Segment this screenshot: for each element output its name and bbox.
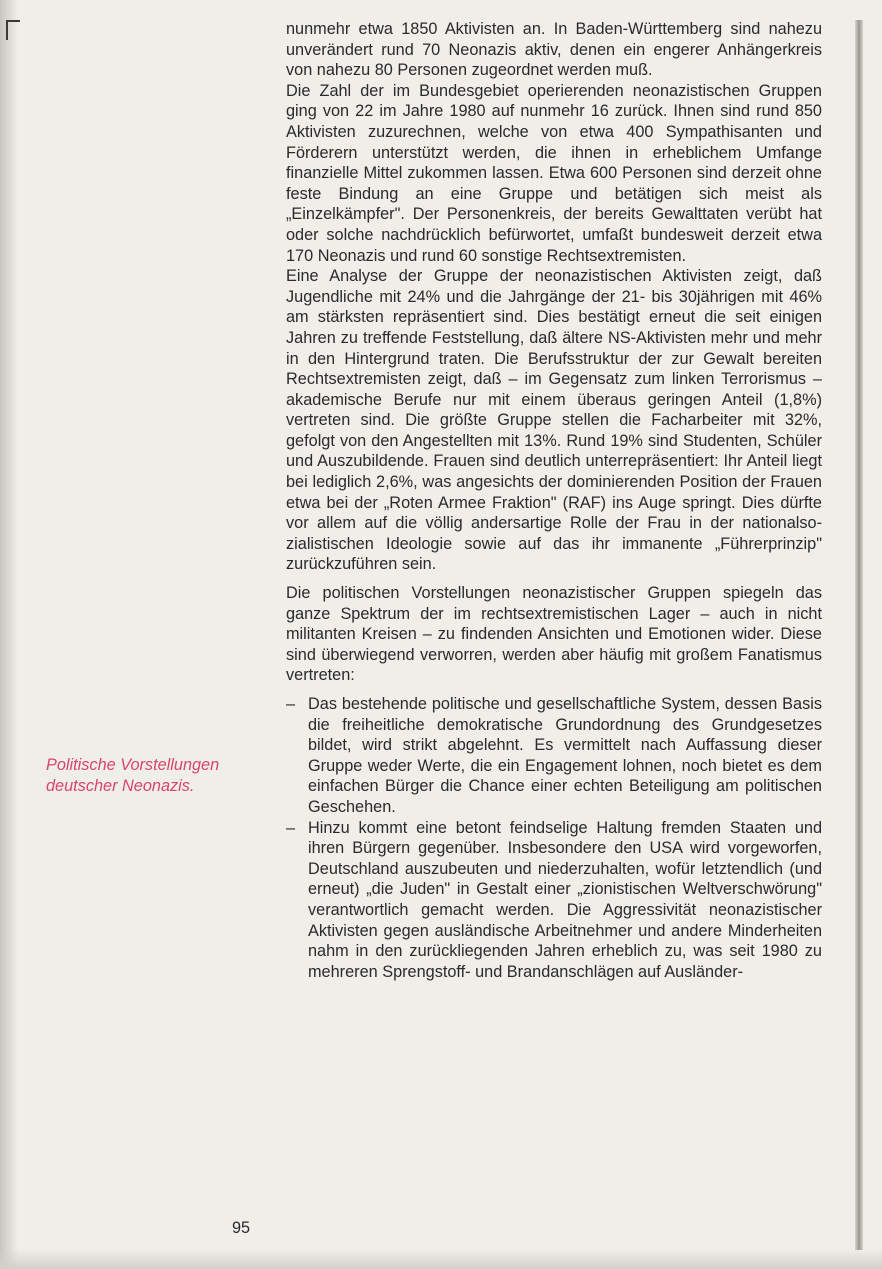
list-item-text: Das bestehende politische und gesellschaftliche System, dessen Basis die freiheitliche demokratische Grundordnung des Grundgesetzes bildet, wird strikt abgelehnt. Es vermittelt nach Auffassung dieser Gruppe weder Werte, die ein Engagement lohnen, noch bietet es dem einfachen Bürger die Chance einer echten Beteiligung am politischen Geschehen. (308, 695, 822, 816)
dash-list (286, 694, 822, 982)
list-item-text: Hinzu kommt eine betont feindselige Haltung fremden Staaten und ihren Bürgern gegenüber. Insbesondere den USA wird vorgeworfen, Deutschland auszubeuten und niederzuhalten, wofür letztendlich (und erneut) „die Juden" in Gestalt einer „zionistischen Weltverschwörung" verantwortlich gemacht werden. Die Aggressivität neonazistischer Aktivisten gegen ausländische Arbeitnehmer und andere Minderheiten nahm in den zurückliegenden Jahren erheblich zu, was seit 1980 zu mehreren Sprengstoff- und Brandanschlägen auf Ausländer- (308, 818, 822, 981)
page-edge-shadow (855, 20, 863, 1250)
dash-marker: – (286, 818, 296, 837)
paragraph-2: Die Zahl der im Bundesgebiet operierenden neonazistischen Gruppen ging von 22 im Jahre 1980 auf nunmehr 16 zurück. Ihnen sind rund 850 Aktivisten zuzurechnen, welche von etwa 400 Sympathisanten und Förderern unterstützt werden, die ihnen in erheblichem Umfange finanzielle Mittel zukommen lassen. Etwa 600 Personen sind derzeit ohne feste Bindung an eine Gruppe und betätigen sich meist als „Einzelkämpfer". Der Personenkreis, der bereits Gewalttaten verübt hat oder solche nachdrücklich befürwortet, umfaßt bundesweit derzeit etwa 170 Neonazis und rund 60 sonstige Rechtsextremisten. (286, 81, 822, 265)
list-item (286, 818, 822, 983)
dash-marker: – (286, 695, 296, 713)
paragraph-1: nunmehr etwa 1850 Aktivisten an. In Baden-Württemberg sind nahezu unverändert rund 70 Neonazis aktiv, denen ein engerer Anhängerkreis von nahezu 80 Personen zugeordnet werden muß. (286, 20, 822, 80)
gutter-shadow (0, 0, 18, 1269)
crop-mark (6, 20, 20, 40)
list-item (286, 694, 822, 818)
body-text (286, 19, 822, 982)
paragraph-3: Eine Analyse der Gruppe der neonazistischen Aktivisten zeigt, daß Jugendliche mit 24% und die Jahrgänge der 21- bis 30jährigen mit 46% am stärksten repräsentiert sind. Dies bestätigt erneut die seit einigen Jahren zu treffende Feststellung, daß ältere NS-Aktivisten mehr und mehr in den Hintergrund traten. Die Berufsstruktur der zur Gewalt bereiten Rechtsextremisten zeigt, daß – im Gegensatz zum linken Terrorismus – akademische Berufe nur mit einem überaus geringen Anteil (1,8%) vertreten sind. Die größte Gruppe stellen die Facharbeiter mit 32%, gefolgt von den Angestellten mit 13%. Rund 19% sind Studenten, Schüler und Auszubildende. Frauen sind deutlich unterrepräsentiert: Ihr Anteil liegt bei lediglich 2,6%, was angesichts der dominierenden Position der Frauen etwa bei der „Roten Armee Fraktion" (RAF) ins Auge springt. Dies dürfte vor allem auf die völlig andersartige Rolle der Frau in der nationalsozialistischen Ideologie sowie auf das ihr immanente „Führerprinzip" zurückzuführen sein. (286, 267, 822, 574)
page-number: 95 (232, 1219, 251, 1237)
margin-note: Politische Vorstellungen deutscher Neonazis. (46, 756, 220, 795)
bottom-shadow (0, 1249, 882, 1269)
paragraph-4: Die politischen Vorstellungen neonazistischer Gruppen spiegeln das ganze Spektrum der im rechtsextremistischen Lager – auch in nicht militanten Kreisen – zu findenden Ansichten und Emotionen wider. Diese sind überwiegend verworren, werden aber häufig mit großem Fanatismus vertreten: (286, 584, 822, 685)
